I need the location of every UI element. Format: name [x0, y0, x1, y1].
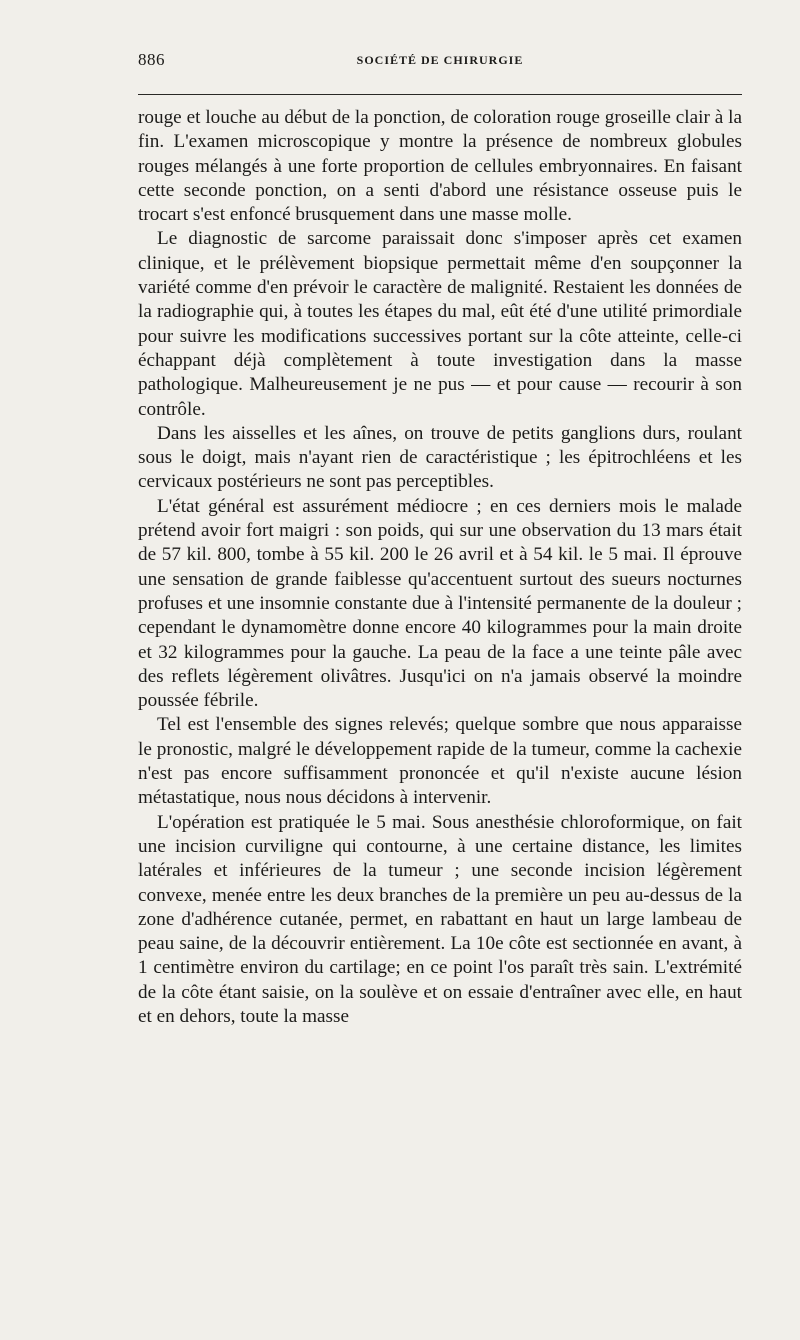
paragraph: Tel est l'ensemble des signes relevés; quelque sombre que nous apparaisse le pronostic, malgré le développement rapide de la tumeur, comme la cachexie n'est pas encore suffisamment prononcée et qu'il n'existe aucune lésion métastatique, nous nous décidons à intervenir.: [138, 714, 742, 809]
paragraph: L'état général est assurément médiocre ; en ces derniers mois le malade prétend avoir fort maigri : son poids, qui sur une observation du 13 mars était de 57 kil. 800, tombe à 55 kil. 200 le 26 avril et à 54 kil. le 5 mai. Il éprouve une sensation de grande faiblesse qu'accentuent surtout des sueurs nocturnes profuses et une insomnie constante due à l'intensité permanente de la douleur ; cependant le dynamomètre donne encore 40 kilogrammes pour la main droite et 32 kilogrammes pour la gauche. La peau de la face a une teinte pâle avec des reflets légèrement olivâtres. Jusqu'ici on n'a jamais observé la moindre poussée fébrile.: [138, 495, 742, 712]
paragraph: L'opération est pratiquée le 5 mai. Sous anesthésie chloroformique, on fait une incision curviligne qui contourne, à une certaine distance, les limites latérales et inférieures de la tumeur ; une seconde incision légèrement convexe, menée entre les deux branches de la première un peu au-dessus de la zone d'adhérence cutanée, permet, en rabattant en haut un large lambeau de peau saine, de la découvrir entièrement. La 10e côte est sectionnée en avant, à 1 centimètre environ du cartilage; en ce point l'os paraît très sain. L'extrémité de la côte étant saisie, on la soulève et on essaie d'entraîner avec elle, en haut et en dehors, toute la masse: [138, 811, 742, 1027]
header-rule: [138, 94, 742, 95]
running-title: SOCIÉTÉ DE CHIRURGIE: [356, 53, 524, 67]
paragraph: Dans les aisselles et les aînes, on trouve de petits ganglions durs, roulant sous le doigt, mais n'ayant rien de caractéristique ; les épitrochléens et les cervicaux postérieurs ne sont pas perceptibles.: [138, 422, 742, 493]
paragraph: Le diagnostic de sarcome paraissait donc s'imposer après cet examen clinique, et le prélèvement biopsique permettait même d'en soupçonner la variété comme d'en prévoir le caractère de malignité. Restaient les données de la radiographie qui, à toutes les étapes du mal, eût été d'une utilité primordiale pour suivre les modifications successives portant sur la côte atteinte, celle-ci échappant déjà complètement à toute investigation dans la masse pathologique. Malheureusement je ne pus — et pour cause — recourir à son contrôle.: [138, 228, 742, 420]
running-head: [138, 50, 742, 74]
page-number: 886: [138, 50, 165, 69]
body-text: [138, 106, 742, 1029]
paragraph-continued: rouge et louche au début de la ponction, de coloration rouge groseille clair à la fin. L'examen microscopique y montre la présence de nombreux globules rouges mélangés à une forte proportion de cellules embryonnaires. En faisant cette seconde ponction, on a senti d'abord une résistance osseuse puis le trocart s'est enfoncé brusquement dans une masse molle.: [138, 107, 742, 226]
